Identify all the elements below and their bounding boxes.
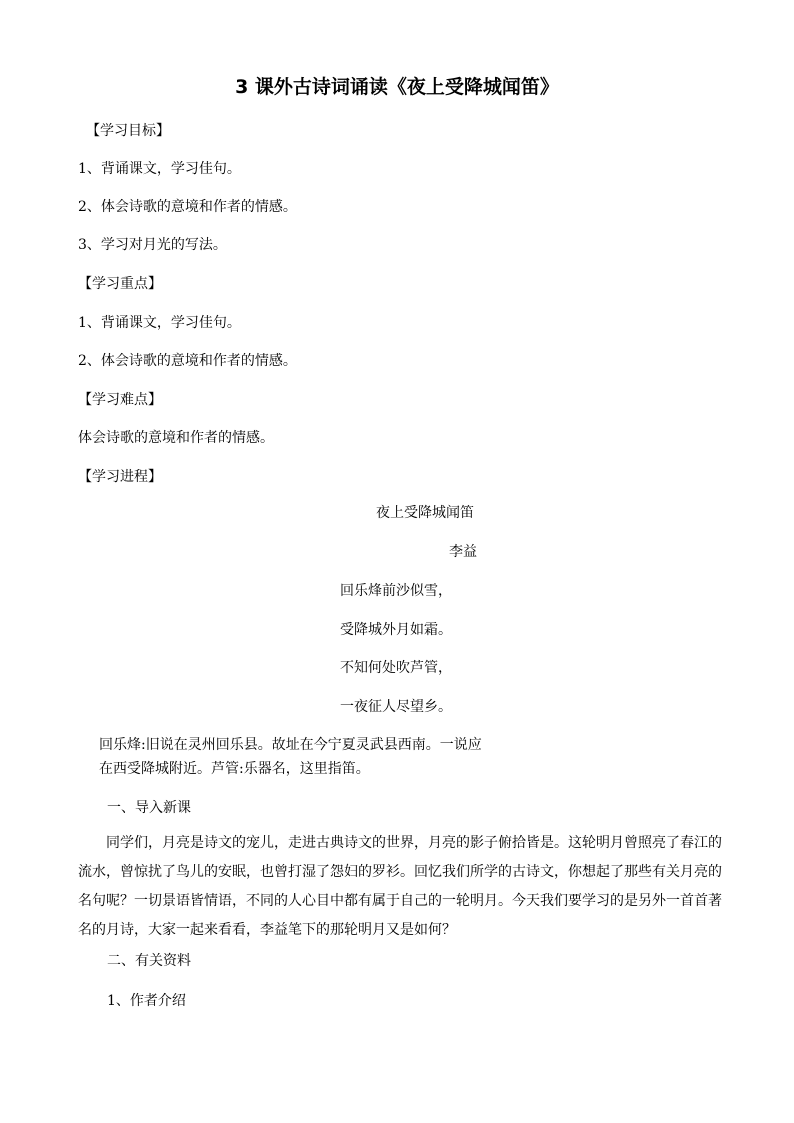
annotation-line-2: 在西受降城附近。芦管:乐器名，这里指笛。 — [99, 761, 370, 777]
page-title: 3 课外古诗词诵读《夜上受降城闻笛》 — [235, 76, 559, 98]
process-header: 【学习进程】 — [78, 469, 162, 485]
objective-item-3: 3、学习对月光的写法。 — [78, 237, 227, 253]
objective-item-2: 2、体会诗歌的意境和作者的情感。 — [78, 199, 297, 215]
poem-title: 夜上受降城闻笛 — [376, 505, 474, 521]
step1-heading: 一、导入新课 — [107, 800, 191, 816]
poem-line-2: 受降城外月如霜。 — [340, 622, 452, 638]
poem-line-1: 回乐烽前沙似雪， — [340, 583, 452, 599]
key-points-header: 【学习重点】 — [78, 276, 162, 292]
key-point-item-2: 2、体会诗歌的意境和作者的情感。 — [78, 353, 297, 369]
annotation-line-1: 回乐烽:旧说在灵州回乐县。故址在今宁夏灵武县西南。一说应 — [99, 737, 482, 753]
objective-item-1: 1、背诵课文，学习佳句。 — [78, 161, 241, 177]
poem-author: 李益 — [449, 544, 477, 560]
key-point-item-1: 1、背诵课文，学习佳句。 — [78, 315, 241, 331]
step2-sub-item-1: 1、作者介绍 — [107, 993, 186, 1009]
poem-line-4: 一夜征人尽望乡。 — [340, 699, 452, 715]
difficulties-header: 【学习难点】 — [78, 392, 162, 408]
poem-line-3: 不知何处吹芦管， — [340, 660, 452, 676]
step2-heading: 二、有关资料 — [107, 953, 191, 969]
objectives-header: 【学习目标】 — [86, 123, 170, 139]
step1-paragraph: 同学们，月亮是诗文的宠儿，走进古典诗文的世界，月亮的影子俯拾皆是。这轮明月曾照亮了春江的流水，曾惊扰了鸟儿的安眠，也曾打湿了怨妇的罗衫。回忆我们所学的古诗文，你想起了那些有关月亮的名句呢？一切景语皆情语，不同的人心目中都有属于自己的一轮明月。今天我们要学习的是另外一首首著名的月诗，大家一起来看看，李益笔下的那轮明月又是如何？ — [78, 835, 722, 938]
difficulty-text: 体会诗歌的意境和作者的情感。 — [78, 430, 274, 446]
